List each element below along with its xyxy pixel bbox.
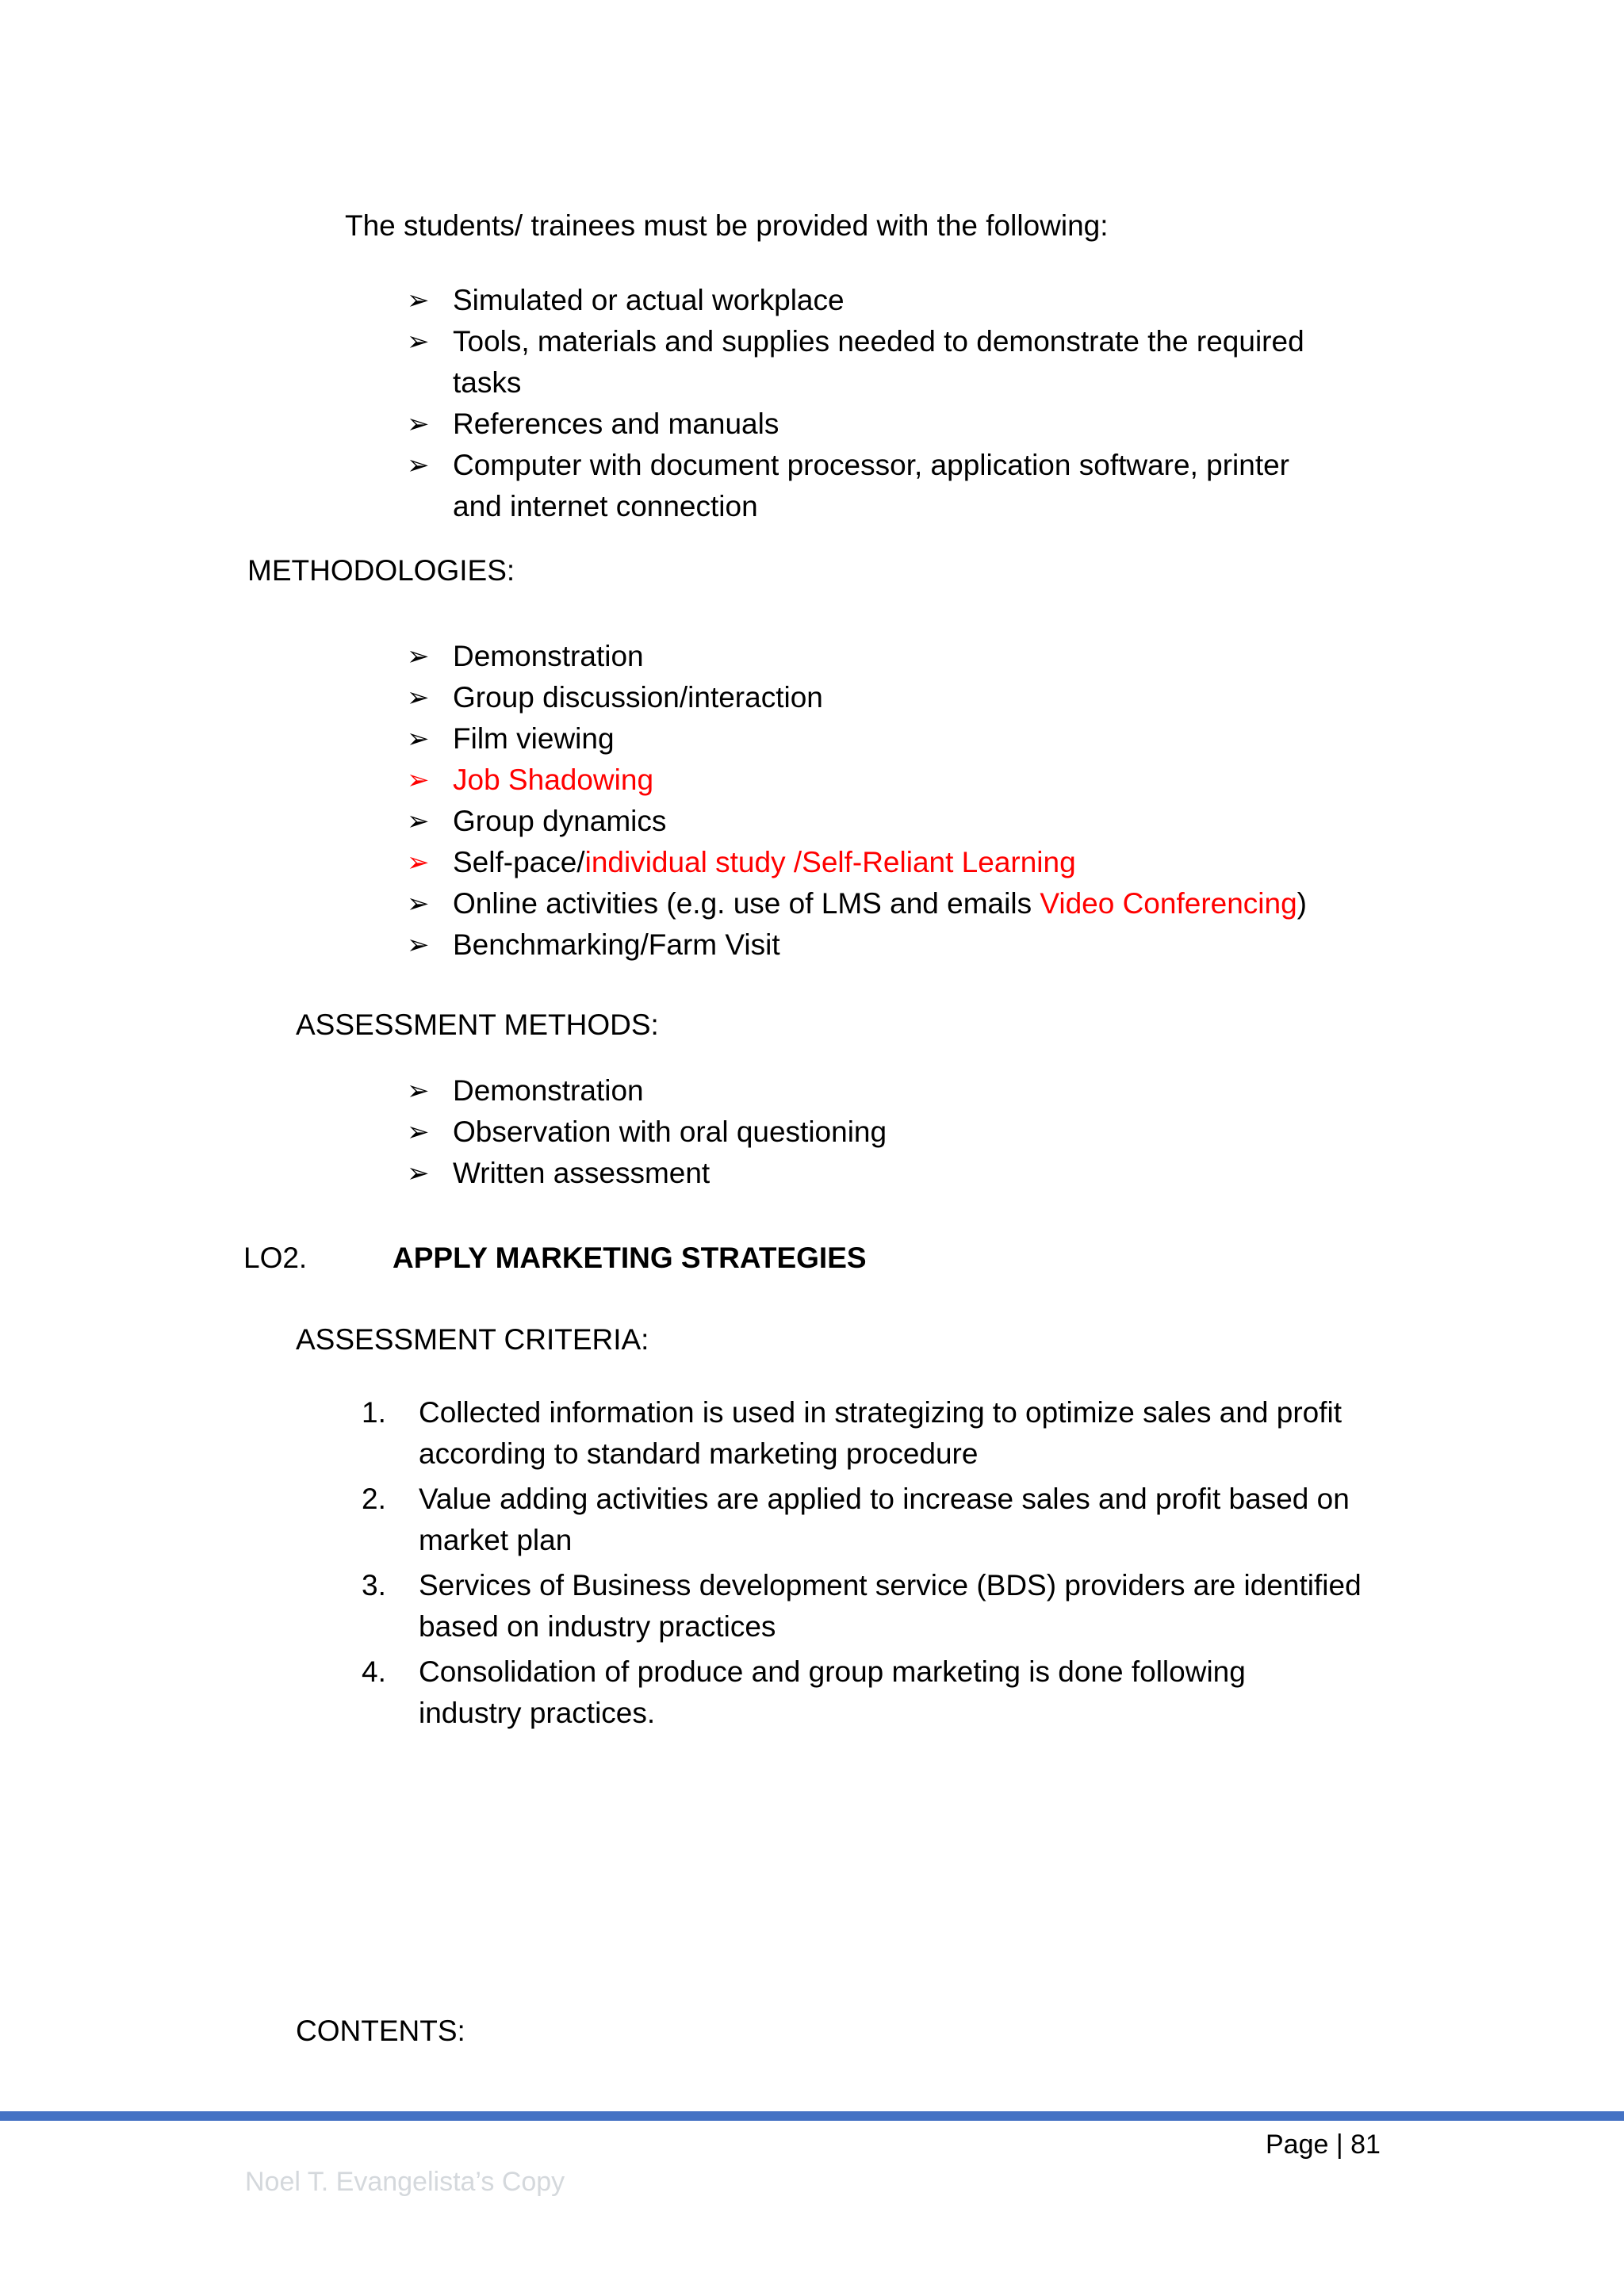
list-item-highlighted: ➢ Job Shadowing xyxy=(453,760,1420,801)
list-item: ➢ Self-pace/individual study /Self-Reliant Learning xyxy=(453,842,1420,883)
list-item-line: Collected information is used in strategizing to optimize sales and profit xyxy=(419,1396,1342,1429)
list-item-line: Consolidation of produce and group marketing is done following xyxy=(419,1655,1246,1688)
list-item xyxy=(407,280,1420,321)
list-item-line: industry practices. xyxy=(419,1697,656,1729)
page-number: Page | 81 xyxy=(1266,2130,1381,2160)
list-item-line: based on industry practices xyxy=(419,1610,776,1643)
arrow-bullet-icon: ➢ xyxy=(407,1075,430,1107)
arrow-bullet-icon: ➢ xyxy=(407,806,430,837)
intro-text: The students/ trainees must be provided with the following: xyxy=(345,209,1109,242)
arrow-bullet-icon: ➢ xyxy=(407,682,430,714)
item-number: 3. xyxy=(362,1569,386,1601)
arrow-bullet-icon: ➢ xyxy=(407,723,430,755)
list-item xyxy=(362,1651,1450,1734)
arrow-bullet-icon: ➢ xyxy=(407,888,430,920)
list-item: ➢ Group discussion/interaction xyxy=(453,677,1420,718)
list-item: ➢ Benchmarking/Farm Visit xyxy=(453,924,1420,966)
item-number: 4. xyxy=(362,1655,386,1688)
list-item: ➢ Observation with oral questioning xyxy=(453,1112,1420,1153)
list-item-line: tasks xyxy=(453,366,522,399)
list-item xyxy=(407,445,1420,527)
arrow-bullet-icon: ➢ xyxy=(407,326,430,358)
list-item xyxy=(407,321,1420,404)
list-item xyxy=(407,404,1420,445)
list-item xyxy=(362,1565,1450,1647)
arrow-bullet-icon: ➢ xyxy=(407,641,430,672)
item-number: 2. xyxy=(362,1483,386,1515)
list-item: ➢ Written assessment xyxy=(453,1153,1420,1194)
list-item-line: Services of Business development service (BDS) providers are identified xyxy=(419,1569,1362,1601)
arrow-bullet-icon: ➢ xyxy=(407,847,430,878)
list-item xyxy=(362,1479,1450,1561)
list-item-line: according to standard marketing procedure xyxy=(419,1437,979,1470)
list-item: ➢ Online activities (e.g. use of LMS and emails Video Conferencing) xyxy=(453,883,1420,924)
arrow-bullet-icon: ➢ xyxy=(407,450,430,481)
highlighted-text: Video Conferencing xyxy=(1040,887,1297,920)
list-item-line: market plan xyxy=(419,1524,573,1556)
list-item-line: Computer with document processor, application software, printer xyxy=(453,449,1290,481)
assessment-methods-heading: ASSESSMENT METHODS: xyxy=(296,1008,659,1041)
watermark-text: Noel T. Evangelista’s Copy xyxy=(245,2167,565,2197)
list-item-line: Simulated or actual workplace xyxy=(453,284,845,316)
arrow-bullet-icon: ➢ xyxy=(407,1116,430,1148)
contents-heading: CONTENTS: xyxy=(296,2015,465,2047)
arrow-bullet-icon: ➢ xyxy=(407,929,430,961)
lo-title: APPLY MARKETING STRATEGIES xyxy=(393,1242,867,1274)
list-item: ➢ Film viewing xyxy=(453,718,1420,760)
arrow-bullet-icon: ➢ xyxy=(407,1158,430,1189)
assessment-criteria-heading: ASSESSMENT CRITERIA: xyxy=(296,1323,649,1356)
arrow-bullet-icon: ➢ xyxy=(407,764,430,796)
list-item-line: Value adding activities are applied to increase sales and profit based on xyxy=(419,1483,1350,1515)
list-item-line: References and manuals xyxy=(453,408,779,440)
lo-number: LO2. xyxy=(243,1242,308,1274)
list-item xyxy=(362,1392,1450,1475)
arrow-bullet-icon: ➢ xyxy=(407,408,430,440)
item-number: 1. xyxy=(362,1396,386,1429)
arrow-bullet-icon: ➢ xyxy=(407,285,430,316)
list-item: ➢ Demonstration xyxy=(453,1070,1420,1112)
list-item: ➢ Demonstration xyxy=(453,636,1420,677)
methodologies-heading: METHODOLOGIES: xyxy=(247,554,515,587)
highlighted-text: individual study /Self-Reliant Learning xyxy=(584,846,1076,878)
list-item-line: Tools, materials and supplies needed to demonstrate the required xyxy=(453,325,1304,358)
list-item: ➢ Group dynamics xyxy=(453,801,1420,842)
list-item-line: and internet connection xyxy=(453,490,758,522)
footer-rule xyxy=(0,2111,1624,2121)
